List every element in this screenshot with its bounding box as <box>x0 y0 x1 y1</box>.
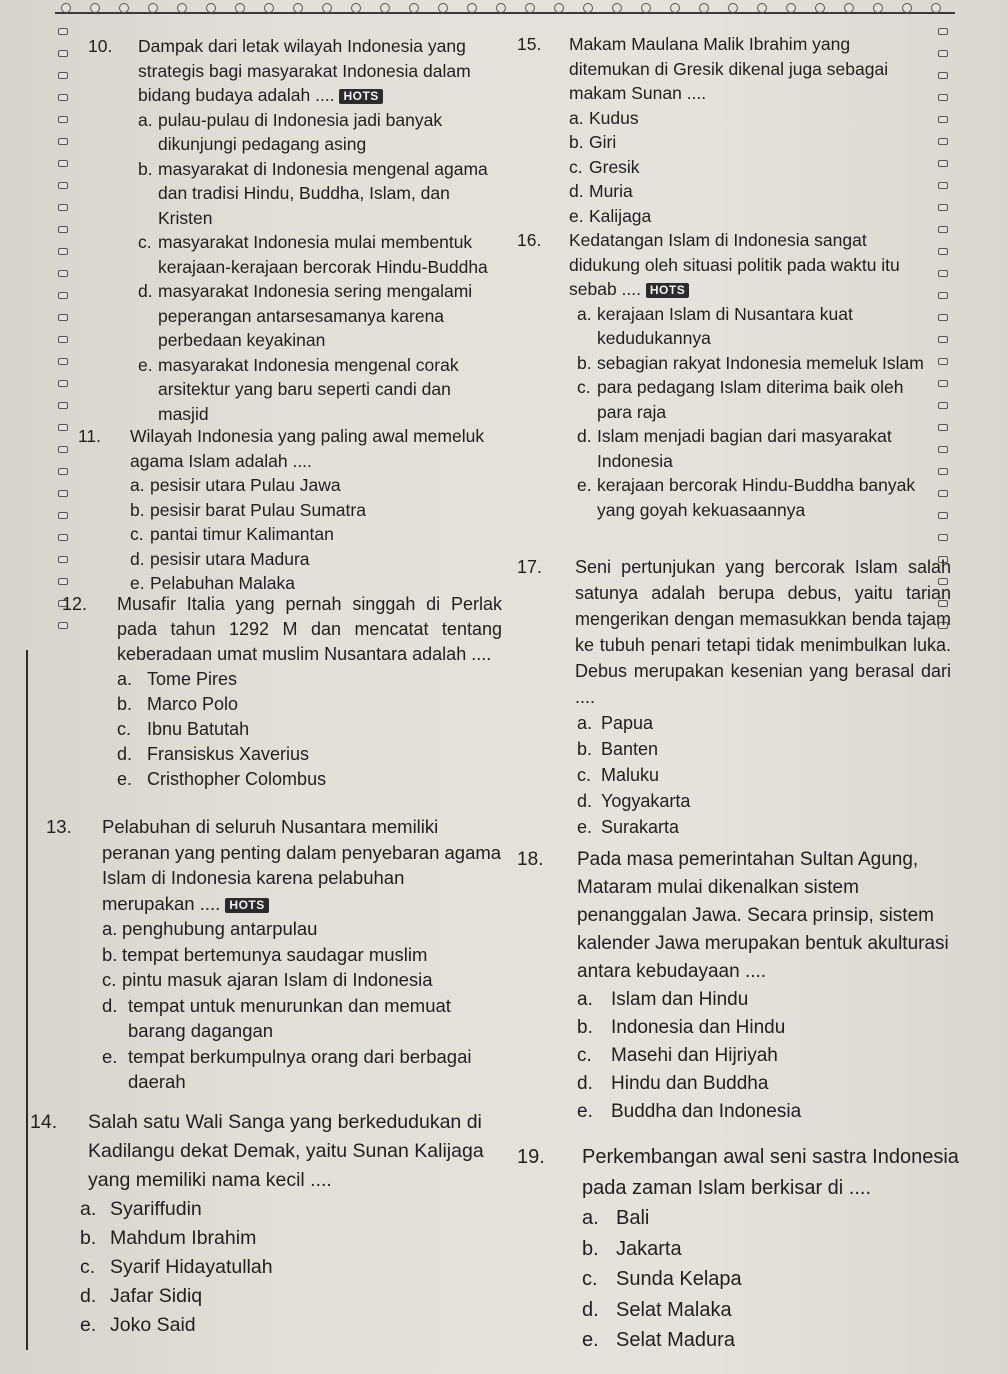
option-e[interactable]: e. Selat Madura <box>582 1329 735 1351</box>
option-b[interactable]: b. Banten <box>577 739 659 759</box>
question-17 <box>517 554 951 840</box>
option-a[interactable]: a. Bali <box>582 1207 650 1229</box>
binding-ring <box>58 578 68 585</box>
binding-ring <box>58 292 68 299</box>
binding-ring <box>58 182 68 189</box>
binding-ring <box>844 3 854 13</box>
binding-ring <box>938 358 948 365</box>
binding-ring <box>58 402 68 409</box>
answer-options <box>582 1203 987 1356</box>
option-e[interactable]: e. Pelabuhan Malaka <box>130 573 295 593</box>
binding-ring <box>58 314 68 321</box>
option-d[interactable]: d. Hindu dan Buddha <box>577 1073 769 1094</box>
binding-ring <box>938 336 948 343</box>
question-number: 16. <box>517 230 542 250</box>
hots-badge: HOTS <box>339 89 382 104</box>
binding-ring <box>409 3 419 13</box>
binding-ring <box>58 534 68 541</box>
binding-ring <box>554 3 564 13</box>
binding-ring <box>938 446 948 453</box>
binding-ring <box>58 28 68 35</box>
binding-ring <box>264 3 274 13</box>
option-c[interactable]: c. pintu masuk ajaran Islam di Indonesia <box>102 969 433 990</box>
binding-ring <box>938 490 948 497</box>
binding-ring <box>938 248 948 255</box>
binding-ring <box>938 380 948 387</box>
binding-ring <box>699 3 709 13</box>
binding-ring <box>938 314 948 321</box>
binding-ring <box>938 468 948 475</box>
option-d[interactable]: d. Selat Malaka <box>582 1298 732 1321</box>
binding-ring <box>938 50 948 57</box>
option-e[interactable]: e. Joko Said <box>80 1314 196 1336</box>
binding-ring <box>938 160 948 167</box>
binding-ring <box>58 94 68 101</box>
binding-ring <box>583 3 593 13</box>
option-e[interactable]: e. kerajaan bercorak Hindu-Buddha banyak yang goyah kekuasaannya <box>577 475 916 520</box>
binding-ring <box>873 3 883 13</box>
option-c[interactable]: c. Syarif Hidayatullah <box>80 1256 273 1278</box>
binding-ring <box>438 3 448 13</box>
option-a[interactable]: a. pulau-pulau di Indonesia jadi banyak dikunjungi pedagang asing <box>138 109 443 154</box>
question-15 <box>517 32 929 228</box>
binding-ring <box>90 3 100 13</box>
option-a[interactable]: a. Syariffudin <box>80 1198 202 1220</box>
option-e[interactable]: e. Cristhopher Colombus <box>117 769 327 789</box>
option-d[interactable]: d. Yogyakarta <box>577 791 691 811</box>
option-d[interactable]: d. Islam menjadi bagian dari masyarakat Indonesia <box>577 426 892 471</box>
question-16 <box>517 228 932 522</box>
binding-ring <box>467 3 477 13</box>
option-a[interactable]: a. penghubung antarpulau <box>102 918 318 939</box>
binding-ring <box>728 3 738 13</box>
option-b[interactable]: b. Marco Polo <box>117 694 239 714</box>
answer-options <box>138 108 498 427</box>
option-b[interactable]: b. Mahdum Ibrahim <box>80 1227 257 1249</box>
binding-ring <box>177 3 187 13</box>
option-e[interactable]: e. Kalijaga <box>569 205 652 226</box>
binding-ring <box>58 116 68 123</box>
binding-ring <box>938 424 948 431</box>
option-a[interactable]: a. Papua <box>577 713 654 733</box>
option-e[interactable]: e. masyarakat Indonesia mengenal corak arsitektur yang baru seperti candi dan masjid <box>138 354 459 424</box>
option-a[interactable]: a. pesisir utara Pulau Jawa <box>130 475 341 495</box>
option-b[interactable]: b. tempat bertemunya saudagar muslim <box>102 943 428 965</box>
question-stem: Perkembangan awal seni sastra Indonesia pada zaman Islam berkisar di .... <box>582 1146 959 1199</box>
option-c[interactable]: c. masyarakat Indonesia mulai membentuk kerajaan-kerajaan bercorak Hindu-Buddha <box>138 232 488 277</box>
binding-ring <box>757 3 767 13</box>
question-number: 11. <box>78 426 102 446</box>
binding-ring <box>938 292 948 299</box>
question-stem: Dampak dari letak wilayah Indonesia yang strategis bagi masyarakat Indonesia dalam bidang budaya adalah .... HOTS <box>138 36 471 105</box>
option-c[interactable]: c. Masehi dan Hijriyah <box>577 1045 778 1066</box>
binding-ring <box>380 3 390 13</box>
binding-ring <box>58 490 68 497</box>
binding-ring <box>58 270 68 277</box>
binding-ring <box>206 3 216 13</box>
question-stem: Seni pertunjukan yang bercorak Islam salah satunya adalah berupa debus, yaitu tarian mengerikan dengan memasukkan benda tajam ke tubuh penari tetapi tidak menimbulkan luka. Debus merupakan kesenian yang berasal dari .... <box>575 557 951 707</box>
binding-ring <box>938 28 948 35</box>
answer-options <box>80 1195 500 1340</box>
binding-ring <box>58 50 68 57</box>
option-b[interactable]: b. Indonesia dan Hindu <box>577 1017 786 1038</box>
option-e[interactable]: e. Buddha dan Indonesia <box>577 1101 802 1122</box>
binding-ring <box>938 138 948 145</box>
question-18 <box>517 846 973 1126</box>
question-number: 19. <box>517 1146 545 1168</box>
question-stem: Salah satu Wali Sanga yang berkedudukan di Kadilangu dekat Demak, yaitu Sunan Kalijaga yang memiliki nama kecil .... <box>88 1111 484 1191</box>
binding-ring <box>58 138 68 145</box>
binding-ring <box>612 3 622 13</box>
binding-ring <box>293 3 303 13</box>
question-number: 10. <box>88 36 113 56</box>
binding-ring <box>938 94 948 101</box>
question-number: 18. <box>517 849 544 870</box>
question-14 <box>30 1108 500 1340</box>
option-b[interactable]: b. masyarakat di Indonesia mengenal agama dan tradisi Hindu, Buddha, Islam, dan Kristen <box>138 158 488 228</box>
binding-ring <box>58 446 68 453</box>
option-c[interactable]: c. pantai timur Kalimantan <box>130 524 334 544</box>
option-b[interactable]: b. pesisir barat Pulau Sumatra <box>130 499 366 520</box>
option-c[interactable]: c. Gresik <box>569 156 640 177</box>
binding-ring <box>938 204 948 211</box>
binding-ring <box>58 424 68 431</box>
option-d[interactable]: d. tempat untuk menurunkan dan memuat barang dagangan <box>102 994 451 1041</box>
option-a[interactable]: a. kerajaan Islam di Nusantara kuat kedudukannya <box>577 303 853 348</box>
binding-ring <box>938 512 948 519</box>
question-13 <box>46 814 502 1095</box>
binding-ring <box>938 226 948 233</box>
question-stem: Musafir Italia yang pernah singgah di Perlak pada tahun 1292 M dan mencatat tentang keberadaan umat muslim Nusantara adalah .... <box>117 594 502 664</box>
binding-ring <box>525 3 535 13</box>
answer-options <box>130 473 498 596</box>
option-b[interactable]: b. Jakarta <box>582 1237 682 1260</box>
hots-badge: HOTS <box>225 898 268 913</box>
binding-ring <box>641 3 651 13</box>
binding-ring <box>58 204 68 211</box>
binding-ring <box>235 3 245 13</box>
question-number: 17. <box>517 557 543 577</box>
option-b[interactable]: b. sebagian rakyat Indonesia memeluk Islam <box>577 352 924 373</box>
question-12 <box>62 592 502 792</box>
option-a[interactable]: a. Islam dan Hindu <box>577 989 749 1010</box>
question-11 <box>78 424 498 596</box>
binding-ring <box>902 3 912 13</box>
binding-ring <box>938 182 948 189</box>
option-b[interactable]: b. Giri <box>569 132 617 152</box>
option-e[interactable]: e. Surakarta <box>577 817 680 837</box>
binding-ring <box>58 358 68 365</box>
question-stem: Wilayah Indonesia yang paling awal memeluk agama Islam adalah .... <box>130 426 485 471</box>
binding-ring <box>58 248 68 255</box>
option-c[interactable]: c. Ibnu Batutah <box>117 719 250 739</box>
answer-options <box>577 986 973 1126</box>
binding-ring <box>58 556 68 563</box>
binding-ring <box>322 3 332 13</box>
question-stem: Makam Maulana Malik Ibrahim yang ditemukan di Gresik dikenal juga sebagai makam Sunan .... <box>569 34 889 103</box>
hots-badge: HOTS <box>646 283 689 298</box>
question-10 <box>88 34 498 426</box>
binding-ring <box>351 3 361 13</box>
question-stem: Pada masa pemerintahan Sultan Agung, Mataram mulai dikenalkan sistem penanggalan Jawa. Secara prinsip, sistem kalender Jawa merupakan bentuk akulturasi antara kebudayaan .... <box>577 849 949 982</box>
option-d[interactable]: d. Jafar Sidiq <box>80 1285 203 1307</box>
answer-options <box>117 667 502 792</box>
option-d[interactable]: d. masyarakat Indonesia sering mengalami peperangan antarsesamanya karena perbedaan keyakinan <box>138 281 473 350</box>
option-c[interactable]: c. Maluku <box>577 765 660 785</box>
option-c[interactable]: c. Sunda Kelapa <box>582 1268 742 1290</box>
option-e[interactable]: e. tempat berkumpulnya orang dari berbagai daerah <box>102 1045 472 1092</box>
binding-ring <box>58 72 68 79</box>
answer-options <box>577 710 951 840</box>
question-19 <box>517 1142 987 1356</box>
option-d[interactable]: d. pesisir utara Madura <box>130 548 310 569</box>
binding-ring <box>815 3 825 13</box>
binding-ring <box>148 3 158 13</box>
binding-ring <box>496 3 506 13</box>
binding-ring <box>58 380 68 387</box>
option-a[interactable]: a. Tome Pires <box>117 669 238 689</box>
binding-ring <box>58 336 68 343</box>
binding-ring <box>58 512 68 519</box>
question-number: 13. <box>46 816 72 837</box>
binding-ring <box>938 534 948 541</box>
question-stem: Pelabuhan di seluruh Nusantara memiliki peranan yang penting dalam penyebaran agama Islam di Indonesia karena pelabuhan merupakan .... HOTS <box>102 816 502 914</box>
spiral-binding-left <box>58 10 68 650</box>
page-border-line <box>26 650 28 1350</box>
answer-options <box>569 106 929 229</box>
option-d[interactable]: d. Fransiskus Xaverius <box>117 744 310 764</box>
binding-ring <box>938 72 948 79</box>
binding-ring <box>938 402 948 409</box>
option-d[interactable]: d. Muria <box>569 181 633 201</box>
binding-ring <box>786 3 796 13</box>
binding-ring <box>119 3 129 13</box>
answer-options <box>577 302 932 523</box>
binding-ring <box>58 226 68 233</box>
question-number: 15. <box>517 34 542 54</box>
question-stem: Kedatangan Islam di Indonesia sangat didukung oleh situasi politik pada waktu itu sebab .... HOTS <box>569 230 900 299</box>
option-c[interactable]: c. para pedagang Islam diterima baik oleh para raja <box>577 377 904 422</box>
binding-ring <box>58 468 68 475</box>
question-number: 14. <box>30 1111 58 1133</box>
binding-ring <box>58 160 68 167</box>
answer-options <box>102 916 502 1095</box>
binding-ring <box>938 116 948 123</box>
option-a[interactable]: a. Kudus <box>569 107 639 128</box>
binding-ring <box>670 3 680 13</box>
spiral-binding-top <box>55 0 955 14</box>
binding-ring <box>938 270 948 277</box>
question-number: 12. <box>62 594 88 614</box>
